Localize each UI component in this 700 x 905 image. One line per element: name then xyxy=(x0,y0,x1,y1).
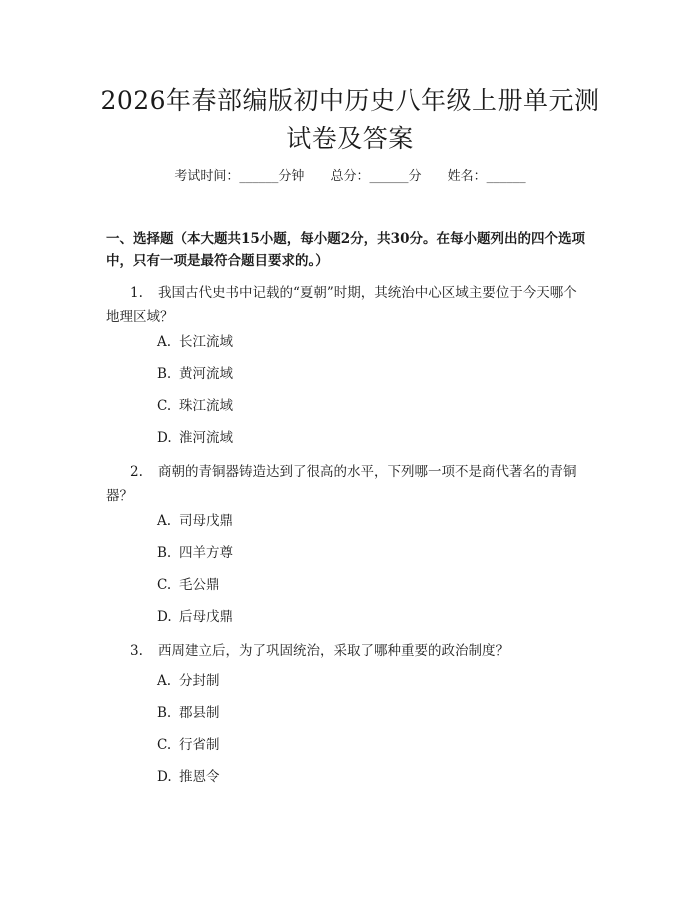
option-text: 郡县制 xyxy=(179,705,220,721)
option-text: 司母戊鼎 xyxy=(179,513,233,529)
question-number: 2. xyxy=(130,464,143,480)
option-letter: B. xyxy=(157,705,172,721)
exam-title-line-1: 2026年春部编版初中历史八年级上册单元测 xyxy=(100,86,600,115)
exam-title-line-2: 试卷及答案 xyxy=(286,124,414,153)
option-letter: C. xyxy=(157,737,172,753)
question-stem-line xyxy=(106,281,601,305)
option-2c xyxy=(157,575,220,595)
option-letter: A. xyxy=(157,513,172,529)
option-2d xyxy=(157,607,233,627)
question-stem-line: 地理区域？ xyxy=(106,309,174,325)
student-name-field: 姓名：______ xyxy=(447,169,526,184)
option-2a xyxy=(157,511,233,531)
option-3d xyxy=(157,767,220,787)
option-text: 分封制 xyxy=(179,673,220,689)
option-letter: D. xyxy=(157,769,172,785)
question-stem-text: 我国古代史书中记载的“夏朝”时期，其统治中心区域主要位于今天哪个 xyxy=(158,285,577,301)
option-3a xyxy=(157,671,220,691)
question-stem-text: 西周建立后，为了巩固统治，采取了哪种重要的政治制度？ xyxy=(158,643,509,659)
exam-meta xyxy=(0,167,700,187)
question-number: 3. xyxy=(130,643,143,659)
option-letter: B. xyxy=(157,366,172,382)
exam-time-field: 考试时间：______分钟 xyxy=(174,169,305,184)
total-score-field: 总分：______分 xyxy=(330,169,422,184)
section-heading: 一、选择题（本大题共15小题，每小题2分，共30分。在每小题列出的四个选项中，只有一项是最符合题目要求的。） xyxy=(106,231,585,269)
option-letter: D. xyxy=(157,430,172,446)
option-1a xyxy=(157,332,233,352)
question-stem-line xyxy=(106,639,601,663)
option-letter: C. xyxy=(157,398,172,414)
option-3b xyxy=(157,703,220,723)
option-letter: A. xyxy=(157,673,172,689)
question-number: 1. xyxy=(130,285,143,301)
option-text: 四羊方尊 xyxy=(179,545,233,561)
option-2b xyxy=(157,543,233,563)
option-text: 珠江流域 xyxy=(179,398,233,414)
question-2 xyxy=(106,460,601,508)
option-letter: D. xyxy=(157,609,172,625)
option-letter: C. xyxy=(157,577,172,593)
option-3c xyxy=(157,735,220,755)
exam-title xyxy=(60,82,640,158)
question-3 xyxy=(106,639,601,663)
option-text: 淮河流域 xyxy=(179,430,233,446)
option-text: 毛公鼎 xyxy=(179,577,220,593)
option-text: 黄河流域 xyxy=(179,366,233,382)
option-1c xyxy=(157,396,233,416)
option-letter: B. xyxy=(157,545,172,561)
option-text: 行省制 xyxy=(179,737,220,753)
option-1b xyxy=(157,364,233,384)
option-letter: A. xyxy=(157,334,172,350)
option-text: 推恩令 xyxy=(179,769,220,785)
question-1 xyxy=(106,281,601,329)
option-text: 后母戊鼎 xyxy=(179,609,233,625)
question-stem-line: 器？ xyxy=(106,488,133,504)
question-stem-text: 商朝的青铜器铸造达到了很高的水平，下列哪一项不是商代著名的青铜 xyxy=(158,464,577,480)
option-1d xyxy=(157,428,233,448)
question-stem-line xyxy=(106,460,601,484)
option-text: 长江流域 xyxy=(179,334,233,350)
